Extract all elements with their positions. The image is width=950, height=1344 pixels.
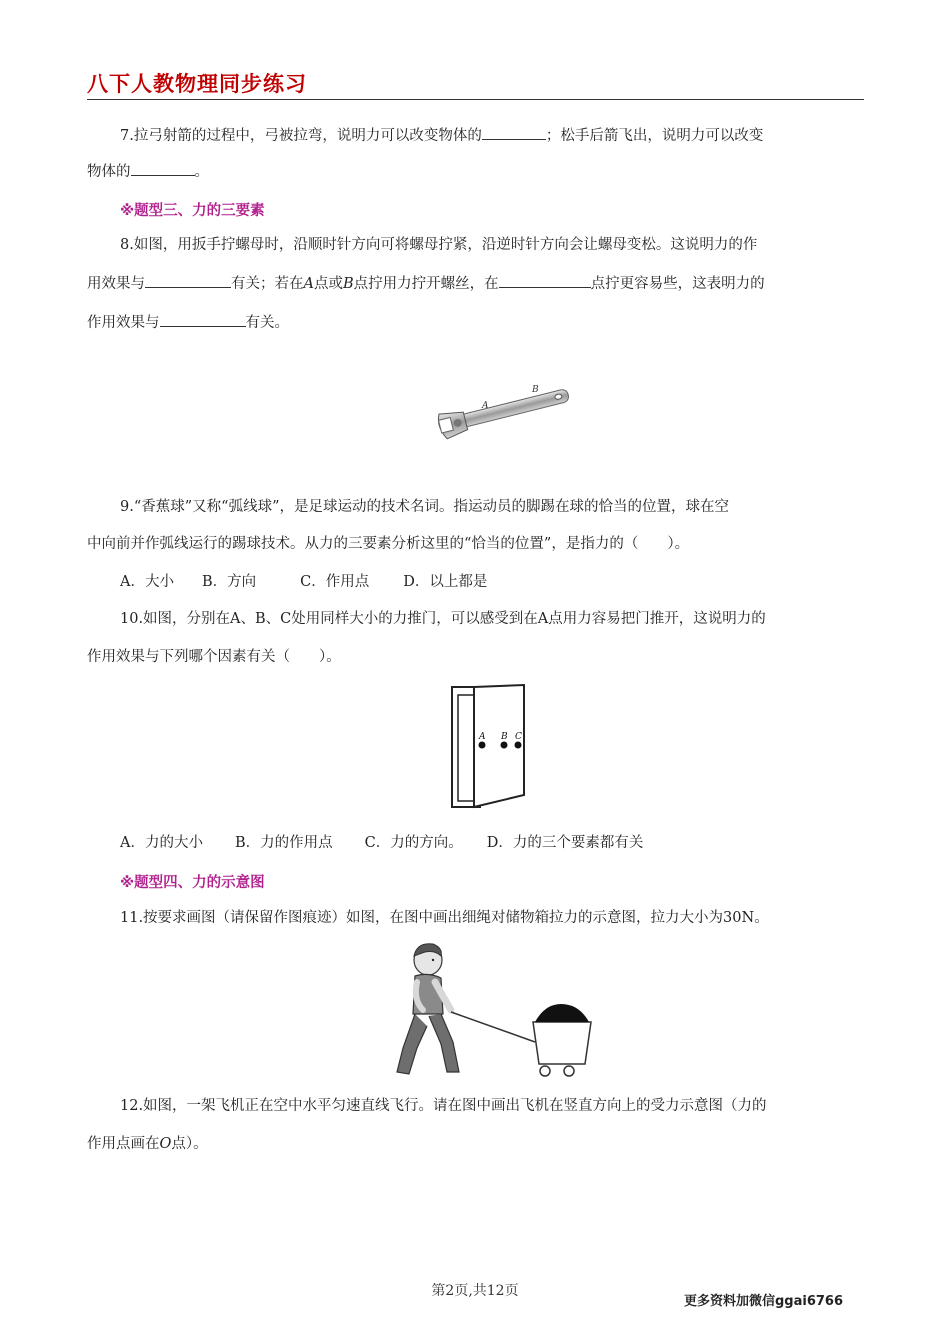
wrench-figure (430, 378, 580, 442)
q8-text-f: 作用效果与 (87, 315, 160, 331)
q7-blank-2[interactable] (131, 161, 195, 176)
section-heading-4: ※题型四、力的示意图 (120, 875, 265, 891)
q8-line2 (87, 273, 867, 294)
q8-text-b: 有关；若在 (231, 276, 304, 292)
q8-text-a: 用效果与 (87, 276, 145, 292)
q10-options (120, 833, 900, 853)
door-figure (450, 683, 530, 811)
q12-line1: 12.如图，一架飞机正在空中水平匀速直线飞行。请在图中画出飞机在竖直方向上的受力示意图（力的 (120, 1098, 767, 1114)
q8-line3 (87, 312, 867, 333)
q9-line1: 9.“香蕉球”又称“弧线球”，是足球运动的技术名词。指运动员的脚踢在球的恰当的位置，球在空 (120, 499, 729, 515)
q7-text-b: ；松手后箭飞出，说明力可以改变 (545, 128, 764, 144)
q8-blank-2[interactable] (499, 273, 591, 288)
wrench-label-b: B (532, 385, 539, 395)
header-divider (87, 99, 864, 100)
q7-text-d: 。 (194, 164, 209, 180)
q8-blank-3[interactable] (160, 312, 246, 327)
q9-option-c[interactable]: C．作用点 (300, 574, 370, 590)
q10-option-a[interactable]: A．力的大小 (120, 835, 203, 851)
watermark-text: 更多资料加微信ggai6766 (684, 1294, 844, 1309)
q7-line1 (120, 125, 900, 146)
q11-line1: 11.按要求画图（请保留作图痕迹）如图，在图中画出细绳对储物箱拉力的示意图，拉力大小为30N。 (120, 910, 769, 926)
door-label-a: A (479, 732, 486, 742)
q12-label-o: O (159, 1136, 172, 1152)
section-heading-3: ※题型三、力的三要素 (120, 203, 265, 219)
q8-text-c: 点或 (313, 276, 343, 292)
q9-line2: 中向前并作弧线运行的踢球技术。从力的三要素分析这里的“恰当的位置”，是指力的（ ）。 (87, 536, 690, 552)
q7-text-c: 物体的 (87, 164, 131, 180)
q8-text-d: 点拧用力拧开螺丝，在 (353, 276, 499, 292)
q10-option-d[interactable]: D．力的三个要素都有关 (486, 835, 644, 851)
q9-option-b[interactable]: B．方向 (201, 574, 257, 590)
q8-label-b: B (342, 276, 354, 292)
q9-option-d[interactable]: D．以上都是 (403, 574, 488, 590)
page-number: 第2页,共12页 (431, 1283, 519, 1299)
q8-label-a: A (303, 276, 314, 292)
q8-line1: 8.如图，用扳手拧螺母时，沿顺时针方向可将螺母拧紧，沿逆时针方向会让螺母变松。这说明力的作 (120, 237, 758, 253)
door-label-c: C (515, 732, 522, 742)
q7-text-a: 7.拉弓射箭的过程中，弓被拉弯，说明力可以改变物体的 (120, 128, 482, 144)
q9-option-a[interactable]: A．大小 (120, 574, 174, 590)
q9-options (120, 572, 900, 592)
q12-text-b: 点）。 (171, 1136, 208, 1152)
q8-text-g: 有关。 (245, 315, 289, 331)
q12-text-a: 作用点画在 (87, 1136, 160, 1152)
q10-line1: 10.如图，分别在A、B、C处用同样大小的力推门，可以感受到在A点用力容易把门推开，这说明力的 (120, 611, 766, 627)
boy-pulling-cart-figure (395, 940, 595, 1082)
q12-line2 (87, 1134, 867, 1154)
q7-blank-1[interactable] (482, 125, 546, 140)
page-header-title: 八下人教物理同步练习 (87, 72, 307, 96)
q10-line2: 作用效果与下列哪个因素有关（ ）。 (87, 649, 341, 665)
q8-blank-1[interactable] (145, 273, 231, 288)
q8-text-e: 点拧更容易些，这表明力的 (590, 276, 765, 292)
q7-line2 (87, 161, 867, 182)
door-label-b: B (501, 732, 508, 742)
wrench-label-a: A (482, 401, 489, 411)
q10-option-c[interactable]: C．力的方向。 (364, 835, 463, 851)
q10-option-b[interactable]: B．力的作用点 (234, 835, 333, 851)
